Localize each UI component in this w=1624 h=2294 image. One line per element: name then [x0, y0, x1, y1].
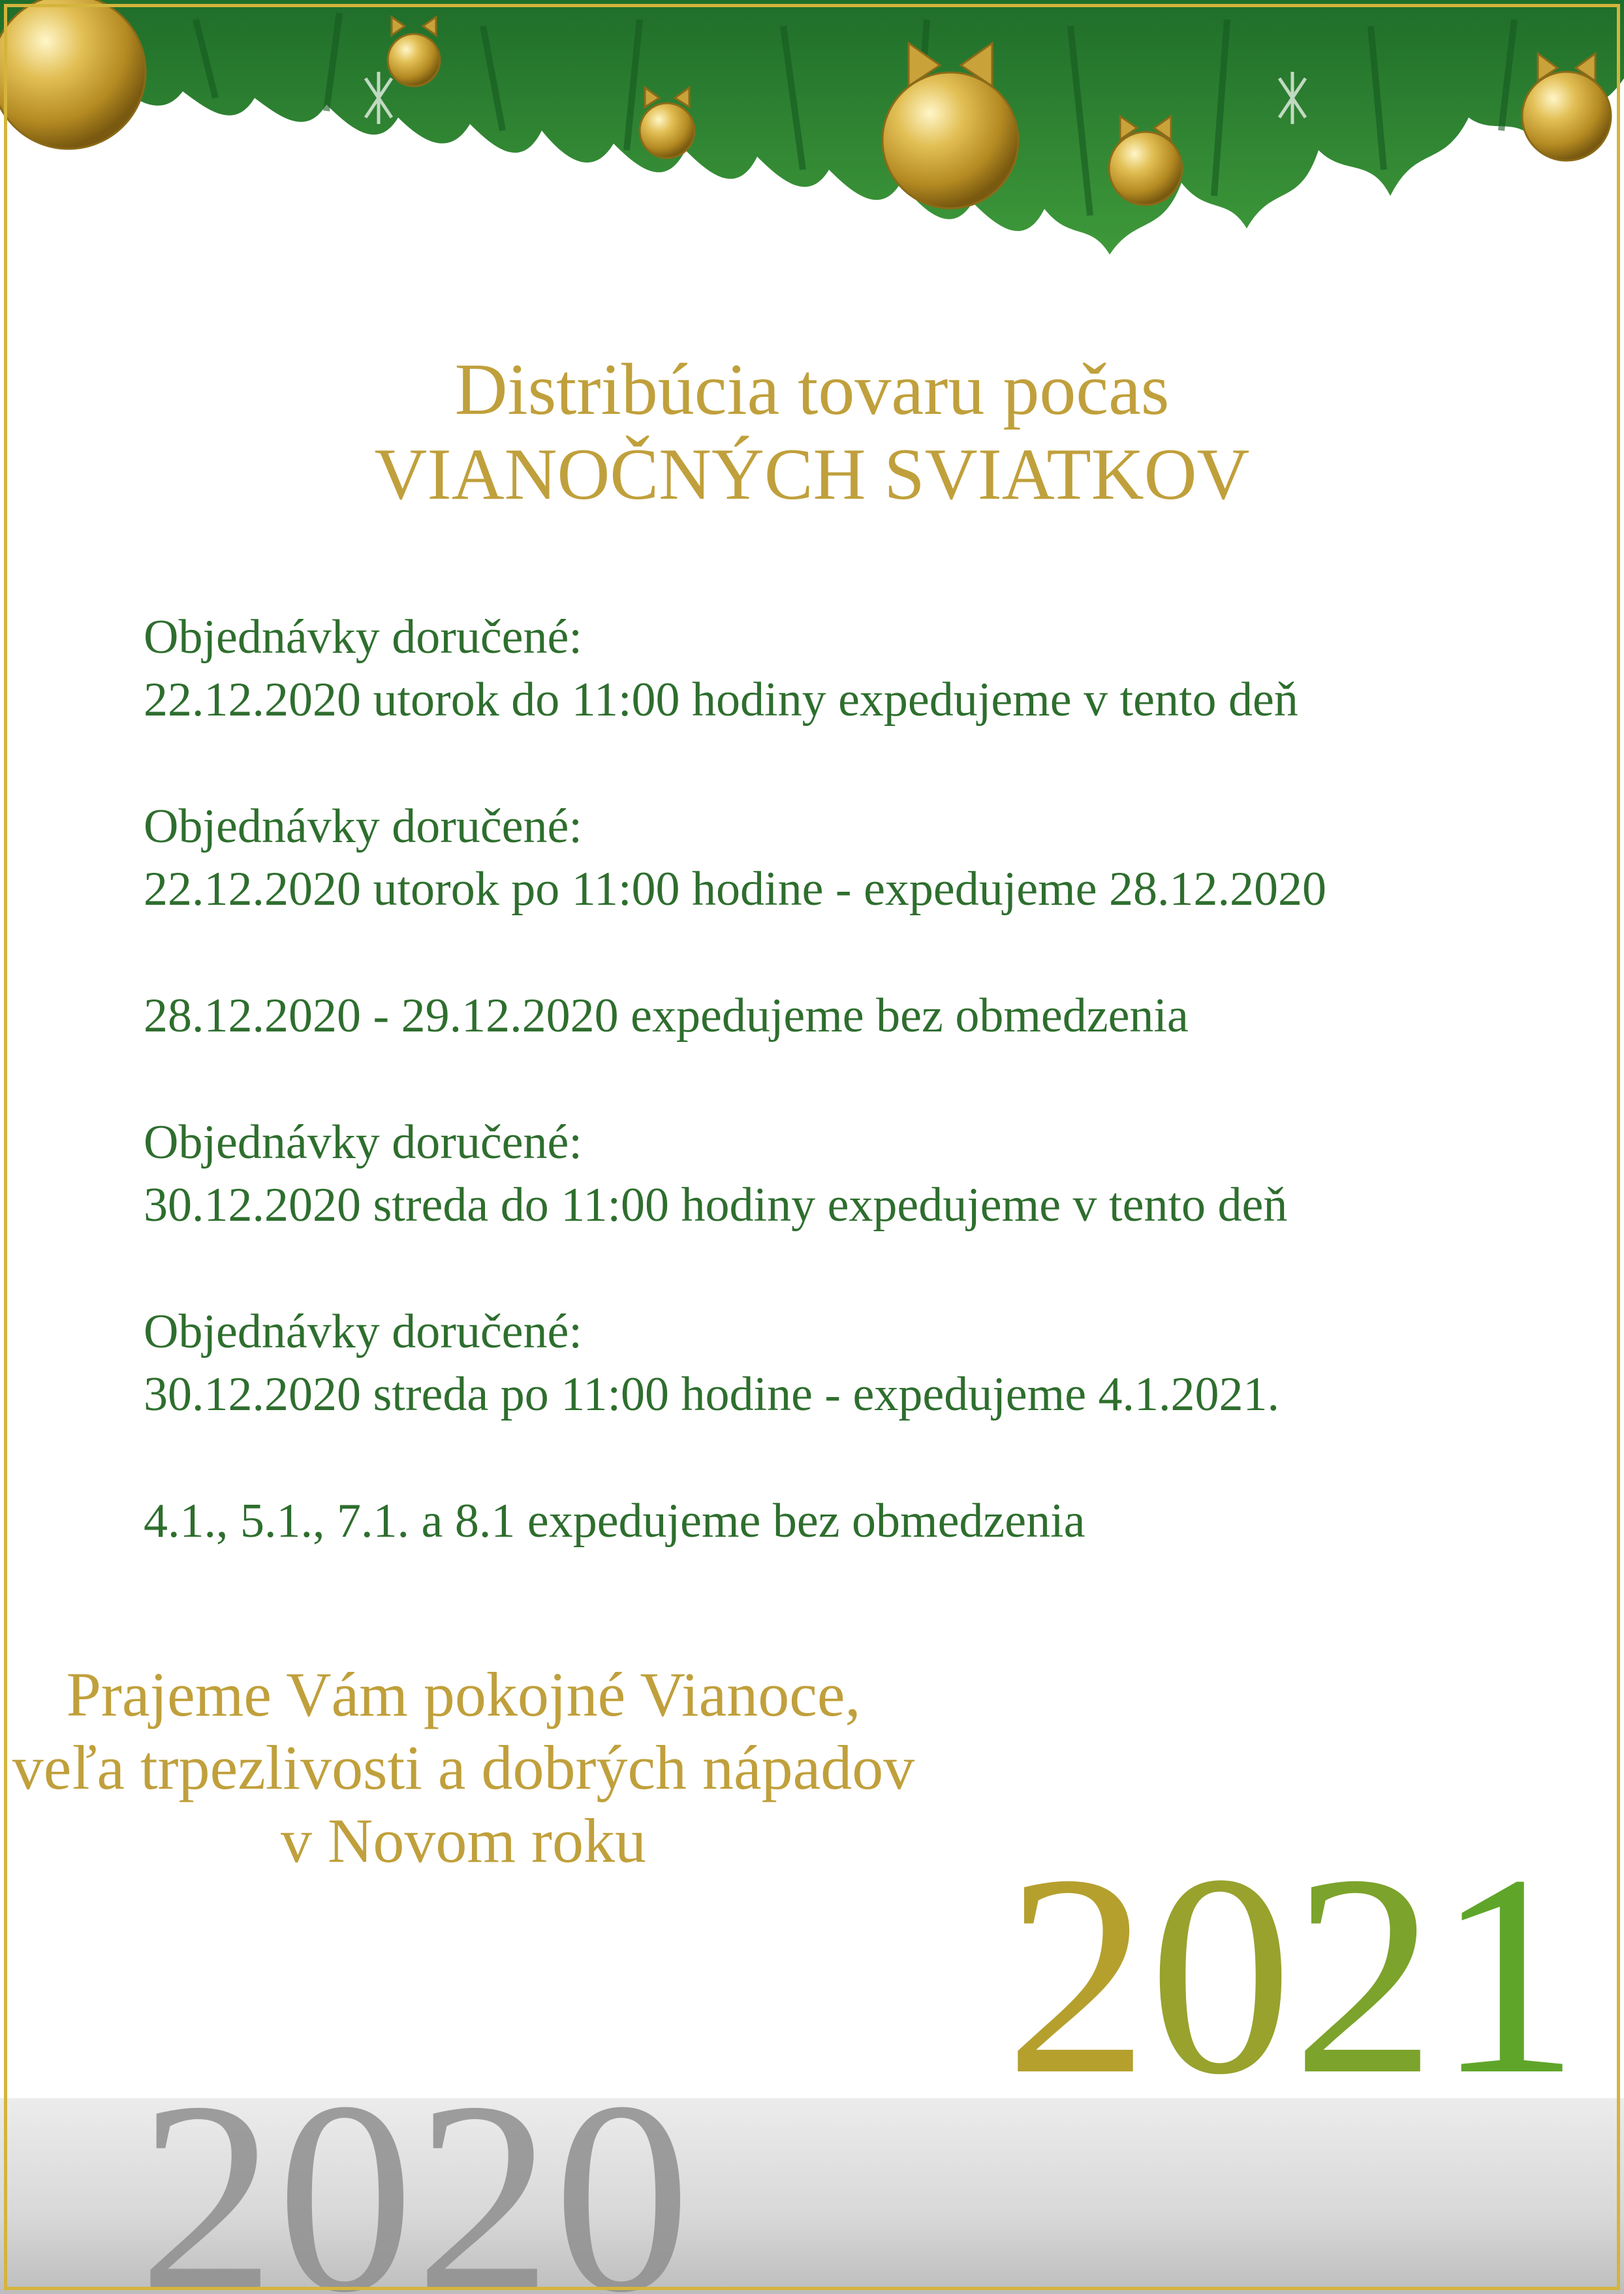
- year-next-digits: [1005, 1816, 1580, 2134]
- schedule-item: [144, 1490, 1547, 1552]
- year-next-digit: 0: [1149, 1816, 1292, 2134]
- year-prev: 2020: [138, 2045, 692, 2294]
- greeting-line-1: Prajeme Vám pokojné Vianoce,: [66, 1659, 861, 1729]
- pine-garland-icon: [0, 0, 1624, 274]
- schedule-detail: 22.12.2020 utorok do 11:00 hodiny expedujeme v tento deň: [144, 673, 1298, 727]
- year-next-digit: 2: [1005, 1816, 1149, 2134]
- schedule-detail: 28.12.2020 - 29.12.2020 expedujeme bez obmedzenia: [144, 989, 1189, 1043]
- greeting-line-3: v Novom roku: [281, 1806, 646, 1876]
- schedule-detail: 30.12.2020 streda po 11:00 hodine - expedujeme 4.1.2021.: [144, 1368, 1280, 1421]
- schedule-list: [144, 606, 1547, 1616]
- title-line-1: Distribúcia tovaru počas: [454, 349, 1170, 430]
- title-line-2: VIANOČNÝCH SVIATKOV: [374, 434, 1250, 515]
- schedule-item: [144, 1111, 1547, 1236]
- year-next-digit: 2: [1292, 1816, 1436, 2134]
- schedule-item: [144, 795, 1547, 920]
- schedule-detail: 22.12.2020 utorok po 11:00 hodine - expedujeme 28.12.2020: [144, 862, 1327, 916]
- year-next: [1005, 1816, 1580, 2134]
- year-next-digit: 1: [1436, 1816, 1580, 2134]
- schedule-item: [144, 984, 1547, 1047]
- schedule-item: [144, 1300, 1547, 1426]
- schedule-item: [144, 606, 1547, 731]
- schedule-detail: 30.12.2020 streda do 11:00 hodiny expedujeme v tento deň: [144, 1178, 1288, 1232]
- greeting-line-2: veľa trpezlivosti a dobrých nápadov: [12, 1733, 915, 1802]
- schedule-detail: 4.1., 5.1., 7.1. a 8.1 expedujeme bez obmedzenia: [144, 1494, 1085, 1548]
- schedule-label: Objednávky doručené:: [144, 800, 582, 853]
- schedule-label: Objednávky doručené:: [144, 610, 582, 664]
- schedule-label: Objednávky doručené:: [144, 1116, 582, 1169]
- schedule-label: Objednávky doručené:: [144, 1305, 582, 1359]
